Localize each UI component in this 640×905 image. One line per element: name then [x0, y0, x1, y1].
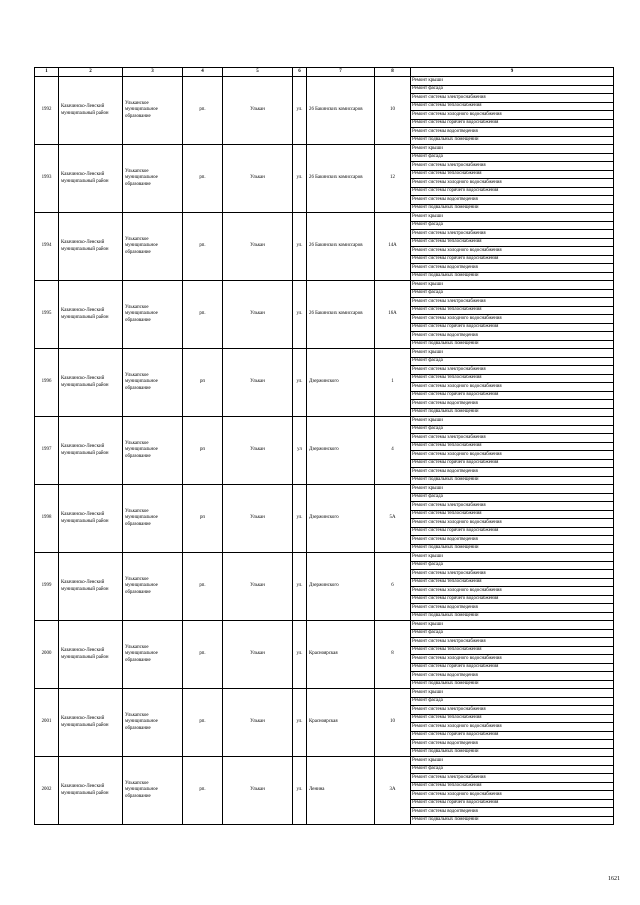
settlement-cell: Улькан — [223, 553, 293, 621]
table-row — [35, 757, 614, 766]
work-type-cell: Ремонт крыши — [411, 417, 614, 426]
work-type-cell: Ремонт системы теплоснабжения — [411, 578, 614, 587]
settlement-type-cell: рп. — [183, 553, 223, 621]
street-type-cell: ул — [293, 417, 307, 485]
row-number: 1996 — [35, 349, 59, 417]
work-type-cell: Ремонт системы теплоснабжения — [411, 306, 614, 315]
work-type-cell: Ремонт системы горячего водоснабжения — [411, 663, 614, 672]
settlement-cell: Улькан — [223, 349, 293, 417]
house-number-cell: 10 — [375, 77, 411, 145]
work-type-cell: Ремонт системы теплоснабжения — [411, 714, 614, 723]
settlement-type-cell: рп. — [183, 621, 223, 689]
municipality-cell: Улькапское муниципальное образование — [123, 417, 183, 485]
row-number: 2000 — [35, 621, 59, 689]
work-type-cell: Ремонт фасада — [411, 697, 614, 706]
work-type-cell: Ремонт системы водоотведения — [411, 196, 614, 205]
work-type-cell: Ремонт подвальных помещений — [411, 272, 614, 281]
street-type-cell: ул. — [293, 281, 307, 349]
table-row — [35, 281, 614, 290]
district-cell: Казачинско-Ленский муниципальный район — [59, 485, 123, 553]
work-type-cell: Ремонт системы электроснабжения — [411, 502, 614, 511]
table-row — [35, 417, 614, 426]
row-number: 1999 — [35, 553, 59, 621]
municipality-cell: Улькапское муниципальное образование — [123, 757, 183, 825]
district-cell: Казачинско-Ленский муниципальный район — [59, 349, 123, 417]
settlement-cell: Улькан — [223, 485, 293, 553]
work-type-cell: Ремонт системы теплоснабжения — [411, 102, 614, 111]
work-type-cell: Ремонт системы холодного водоснабжения — [411, 791, 614, 800]
house-number-cell: 4 — [375, 417, 411, 485]
work-type-cell: Ремонт системы водоотведения — [411, 468, 614, 477]
work-type-cell: Ремонт системы водоотведения — [411, 604, 614, 613]
work-type-cell: Ремонт подвальных помещений — [411, 204, 614, 213]
work-type-cell: Ремонт системы электроснабжения — [411, 162, 614, 171]
work-type-cell: Ремонт системы горячего водоснабжения — [411, 391, 614, 400]
repair-program-table — [34, 67, 614, 825]
settlement-type-cell: рп — [183, 417, 223, 485]
street-cell: Дзержинского — [307, 417, 375, 485]
street-cell: Ленина — [307, 757, 375, 825]
work-type-cell: Ремонт подвальных помещений — [411, 748, 614, 757]
col-header-5: 5 — [223, 68, 293, 77]
municipality-cell: Улькапское муниципальное образование — [123, 485, 183, 553]
table-row — [35, 213, 614, 222]
municipality-cell: Улькапское муниципальное образование — [123, 689, 183, 757]
work-type-cell: Ремонт системы водоотведения — [411, 128, 614, 137]
col-header-2: 2 — [59, 68, 123, 77]
street-type-cell: ул. — [293, 145, 307, 213]
work-type-cell: Ремонт подвальных помещений — [411, 816, 614, 825]
street-cell: Красноярская — [307, 621, 375, 689]
page-number: 1621 — [608, 876, 620, 882]
work-type-cell: Ремонт подвальных помещений — [411, 340, 614, 349]
table-row — [35, 145, 614, 154]
street-cell: 26 Бакинских комиссаров — [307, 281, 375, 349]
work-type-cell: Ремонт системы холодного водоснабжения — [411, 383, 614, 392]
street-type-cell: ул. — [293, 349, 307, 417]
work-type-cell: Ремонт системы холодного водоснабжения — [411, 179, 614, 188]
work-type-cell: Ремонт системы холодного водоснабжения — [411, 587, 614, 596]
work-type-cell: Ремонт системы холодного водоснабжения — [411, 519, 614, 528]
table-row — [35, 349, 614, 358]
settlement-cell: Улькан — [223, 757, 293, 825]
municipality-cell: Ульканское муниципальное образование — [123, 77, 183, 145]
row-number: 2001 — [35, 689, 59, 757]
work-type-cell: Ремонт крыши — [411, 213, 614, 222]
work-type-cell: Ремонт фасада — [411, 629, 614, 638]
work-type-cell: Ремонт крыши — [411, 485, 614, 494]
house-number-cell: 8 — [375, 621, 411, 689]
work-type-cell: Ремонт системы теплоснабжения — [411, 374, 614, 383]
work-type-cell: Ремонт системы холодного водоснабжения — [411, 315, 614, 324]
work-type-cell: Ремонт системы водоотведения — [411, 332, 614, 341]
street-cell: 26 Бакинских комиссаров — [307, 145, 375, 213]
house-number-cell: 5А — [375, 485, 411, 553]
work-type-cell: Ремонт системы теплоснабжения — [411, 510, 614, 519]
street-type-cell: ул. — [293, 553, 307, 621]
work-type-cell: Ремонт фасада — [411, 561, 614, 570]
work-type-cell: Ремонт фасада — [411, 85, 614, 94]
col-header-6: 6 — [293, 68, 307, 77]
district-cell: Казачинско-Ленский муниципальный район — [59, 77, 123, 145]
settlement-cell: Улькан — [223, 621, 293, 689]
work-type-cell: Ремонт системы электроснабжения — [411, 230, 614, 239]
work-type-cell: Ремонт крыши — [411, 281, 614, 290]
street-type-cell: ул. — [293, 213, 307, 281]
settlement-cell: Улькан — [223, 689, 293, 757]
work-type-cell: Ремонт системы электроснабжения — [411, 638, 614, 647]
col-header-3: 3 — [123, 68, 183, 77]
municipality-cell: Улькапское муниципальное образование — [123, 349, 183, 417]
work-type-cell: Ремонт системы электроснабжения — [411, 366, 614, 375]
settlement-type-cell: рп. — [183, 145, 223, 213]
street-type-cell: ул. — [293, 485, 307, 553]
row-number: 1995 — [35, 281, 59, 349]
house-number-cell: 16А — [375, 281, 411, 349]
work-type-cell: Ремонт системы горячего водоснабжения — [411, 595, 614, 604]
work-type-cell: Ремонт фасада — [411, 153, 614, 162]
work-type-cell: Ремонт системы горячего водоснабжения — [411, 459, 614, 468]
work-type-cell: Ремонт фасада — [411, 765, 614, 774]
work-type-cell: Ремонт фасада — [411, 357, 614, 366]
work-type-cell: Ремонт системы холодного водоснабжения — [411, 111, 614, 120]
street-type-cell: ул. — [293, 77, 307, 145]
row-number: 1998 — [35, 485, 59, 553]
settlement-type-cell: рп. — [183, 77, 223, 145]
work-type-cell: Ремонт крыши — [411, 621, 614, 630]
municipality-cell: Улькапское муниципальное образование — [123, 621, 183, 689]
table-row — [35, 553, 614, 562]
row-number: 1997 — [35, 417, 59, 485]
street-cell: 26 Бакинских комиссаров — [307, 213, 375, 281]
col-header-8: 8 — [375, 68, 411, 77]
work-type-cell: Ремонт системы горячего водоснабжения — [411, 799, 614, 808]
street-type-cell: ул. — [293, 621, 307, 689]
district-cell: Казачинско-Ленский муниципальный район — [59, 757, 123, 825]
work-type-cell: Ремонт системы водоотведения — [411, 808, 614, 817]
work-type-cell: Ремонт крыши — [411, 349, 614, 358]
work-type-cell: Ремонт системы электроснабжения — [411, 298, 614, 307]
work-type-cell: Ремонт системы электроснабжения — [411, 570, 614, 579]
header-row — [35, 68, 614, 77]
work-type-cell: Ремонт подвальных помещений — [411, 612, 614, 621]
work-type-cell: Ремонт системы горячего водоснабжения — [411, 323, 614, 332]
row-number: 1992 — [35, 77, 59, 145]
work-type-cell: Ремонт подвальных помещений — [411, 680, 614, 689]
district-cell: Казачинско-Ленский муниципальный район — [59, 689, 123, 757]
work-type-cell: Ремонт системы электроснабжения — [411, 774, 614, 783]
work-type-cell: Ремонт крыши — [411, 689, 614, 698]
work-type-cell: Ремонт системы холодного водоснабжения — [411, 247, 614, 256]
settlement-cell: Улькан — [223, 213, 293, 281]
work-type-cell: Ремонт системы водоотведения — [411, 536, 614, 545]
col-header-4: 4 — [183, 68, 223, 77]
col-header-7: 7 — [307, 68, 375, 77]
work-type-cell: Ремонт системы водоотведения — [411, 740, 614, 749]
work-type-cell: Ремонт крыши — [411, 757, 614, 766]
house-number-cell: 14А — [375, 213, 411, 281]
work-type-cell: Ремонт системы теплоснабжения — [411, 782, 614, 791]
municipality-cell: Улькапское муниципальное образование — [123, 213, 183, 281]
work-type-cell: Ремонт системы водоотведения — [411, 672, 614, 681]
district-cell: Казачинско-Ленский муниципальный район — [59, 621, 123, 689]
district-cell: Казачинско-Ленский муниципальный район — [59, 145, 123, 213]
district-cell: Казачинско-Ленский муниципальный район — [59, 417, 123, 485]
municipality-cell: Улькапское муниципальное образование — [123, 281, 183, 349]
settlement-type-cell: рп. — [183, 281, 223, 349]
work-type-cell: Ремонт системы холодного водоснабжения — [411, 655, 614, 664]
work-type-cell: Ремонт системы горячего водоснабжения — [411, 527, 614, 536]
work-type-cell: Ремонт системы горячего водоснабжения — [411, 187, 614, 196]
house-number-cell: 6 — [375, 553, 411, 621]
table-row — [35, 689, 614, 698]
work-type-cell: Ремонт системы горячего водоснабжения — [411, 119, 614, 128]
work-type-cell: Ремонт крыши — [411, 553, 614, 562]
work-type-cell: Ремонт подвальных помещений — [411, 136, 614, 145]
street-type-cell: ул. — [293, 757, 307, 825]
street-cell: Дзержинского — [307, 553, 375, 621]
street-cell: Красноярская — [307, 689, 375, 757]
table-row — [35, 485, 614, 494]
district-cell: Казачинско-Ленский муниципальный район — [59, 213, 123, 281]
district-cell: Казачинско-Ленский муниципальный район — [59, 553, 123, 621]
work-type-cell: Ремонт системы электроснабжения — [411, 94, 614, 103]
work-type-cell: Ремонт фасада — [411, 493, 614, 502]
settlement-cell: Улькан — [223, 77, 293, 145]
row-number: 1993 — [35, 145, 59, 213]
settlement-type-cell: рп — [183, 349, 223, 417]
district-cell: Казачинско-Ленский муниципальный район — [59, 281, 123, 349]
work-type-cell: Ремонт системы электроснабжения — [411, 706, 614, 715]
work-type-cell: Ремонт системы теплоснабжения — [411, 170, 614, 179]
municipality-cell: Улькапское муниципальное образование — [123, 145, 183, 213]
work-type-cell: Ремонт системы горячего водоснабжения — [411, 255, 614, 264]
work-type-cell: Ремонт системы электроснабжения — [411, 434, 614, 443]
settlement-type-cell: рп. — [183, 757, 223, 825]
work-type-cell: Ремонт системы холодного водоснабжения — [411, 723, 614, 732]
work-type-cell: Ремонт крыши — [411, 77, 614, 86]
row-number: 2002 — [35, 757, 59, 825]
work-type-cell: Ремонт системы горячего водоснабжения — [411, 731, 614, 740]
work-type-cell: Ремонт фасада — [411, 221, 614, 230]
row-number: 1994 — [35, 213, 59, 281]
settlement-cell: Улькан — [223, 281, 293, 349]
municipality-cell: Улькапское муниципальное образование — [123, 553, 183, 621]
house-number-cell: 3А — [375, 757, 411, 825]
work-type-cell: Ремонт подвальных помещений — [411, 476, 614, 485]
street-cell: 26 Бакинских комиссаров — [307, 77, 375, 145]
work-type-cell: Ремонт подвальных помещений — [411, 408, 614, 417]
settlement-type-cell: рп. — [183, 689, 223, 757]
work-type-cell: Ремонт системы водоотведения — [411, 264, 614, 273]
work-type-cell: Ремонт системы водоотведения — [411, 400, 614, 409]
work-type-cell: Ремонт системы теплоснабжения — [411, 646, 614, 655]
settlement-type-cell: рп — [183, 485, 223, 553]
work-type-cell: Ремонт системы теплоснабжения — [411, 238, 614, 247]
street-type-cell: ул. — [293, 689, 307, 757]
settlement-cell: Улькан — [223, 145, 293, 213]
settlement-cell: Улькан — [223, 417, 293, 485]
table-row — [35, 621, 614, 630]
work-type-cell: Ремонт подвальных помещений — [411, 544, 614, 553]
table-row — [35, 77, 614, 86]
work-type-cell: Ремонт системы холодного водоснабжения — [411, 451, 614, 460]
street-cell: Дзержинского — [307, 485, 375, 553]
house-number-cell: 12 — [375, 145, 411, 213]
settlement-type-cell: рп. — [183, 213, 223, 281]
col-header-9: 9 — [411, 68, 614, 77]
work-type-cell: Ремонт системы теплоснабжения — [411, 442, 614, 451]
col-header-1: 1 — [35, 68, 59, 77]
work-type-cell: Ремонт крыши — [411, 145, 614, 154]
street-cell: Дзержинского — [307, 349, 375, 417]
work-type-cell: Ремонт фасада — [411, 425, 614, 434]
house-number-cell: 10 — [375, 689, 411, 757]
work-type-cell: Ремонт фасада — [411, 289, 614, 298]
house-number-cell: 1 — [375, 349, 411, 417]
